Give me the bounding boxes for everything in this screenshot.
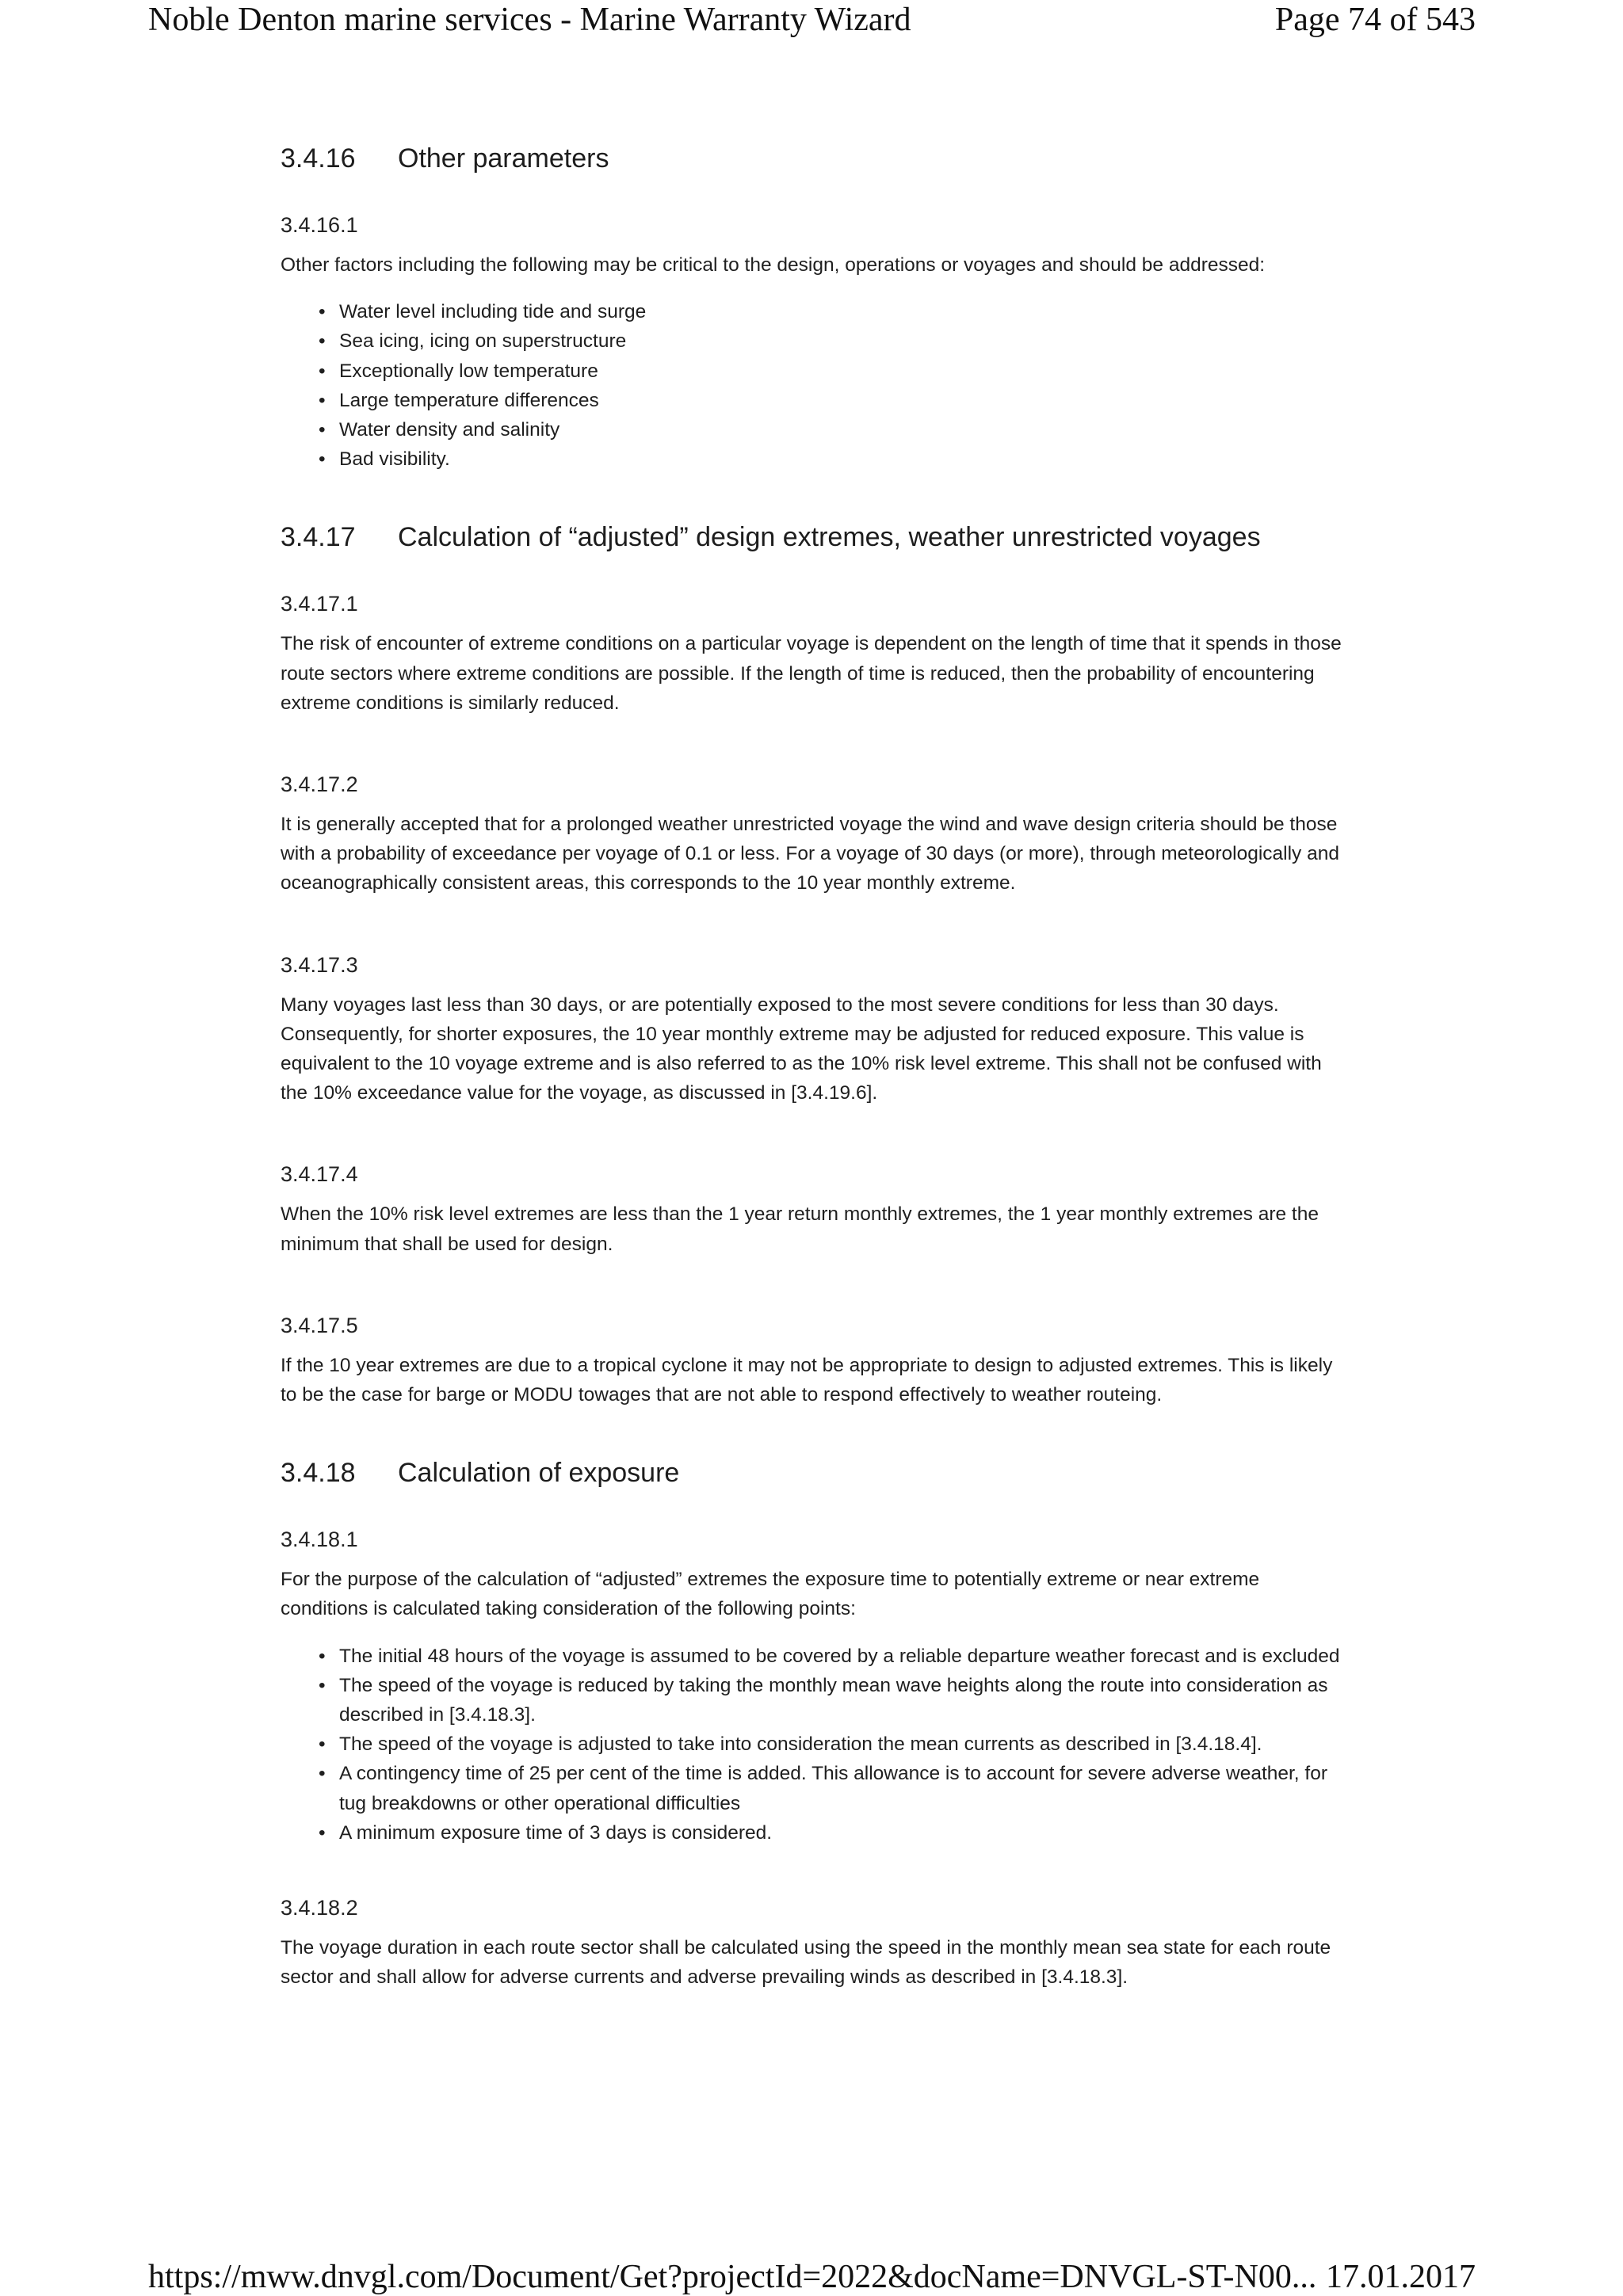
- paragraph-text: The risk of encounter of extreme conditions on a particular voyage is dependent on the length of time that it spends in those route sectors where extreme conditions are possible. If the length of time is reduced, then the probability of encountering extreme conditions is similarly reduced.: [281, 633, 1342, 714]
- list-item: • The initial 48 hours of the voyage is assumed to be covered by a reliable departure weather forecast and is excluded: [319, 1642, 1342, 1671]
- source-url: https://mww.dnvgl.com/Document/Get?projectId=2022&docName=DNVGL-ST-N00...: [148, 2259, 1317, 2295]
- section-title: Calculation of exposure: [398, 1458, 680, 1489]
- paragraph-3-4-17-4: [281, 1160, 1342, 1258]
- paragraph-3-4-18-1: [281, 1525, 1342, 1848]
- print-date: 17.01.2017: [1326, 2259, 1476, 2295]
- paragraph-id: 3.4.17.3: [281, 952, 358, 977]
- paragraph-text: Other factors including the following may be critical to the design, operations or voyages and should be addressed:: [281, 254, 1266, 276]
- paragraph-text: The voyage duration in each route sector shall be calculated using the speed in the monthly mean sea state for each route sector and shall allow for adverse currents and adverse prevailing winds as described in [3.4.18.3].: [281, 1937, 1331, 1989]
- list-item: • The speed of the voyage is reduced by taking the monthly mean wave heights along the route into consideration as described in [3.4.18.3].: [319, 1671, 1342, 1730]
- section-heading-3-4-18: [281, 1455, 1342, 1490]
- page-number: Page 74 of 543: [1274, 2, 1476, 38]
- paragraph-text: Many voyages last less than 30 days, or are potentially exposed to the most severe conditions for less than 30 days. Consequently, for shorter exposures, the 10 year monthly extreme may be adjusted for reduced exposure. This value is equivalent to the 10 voyage extreme and is also referred to as the 10% risk level extreme. This shall not be confused with the 10% exceedance value for the voyage, as discussed in [3.4.19.6].: [281, 994, 1322, 1104]
- list-item: • Water level including tide and surge: [319, 297, 1342, 326]
- paragraph-text: If the 10 year extremes are due to a tropical cyclone it may not be appropriate to design to adjusted extremes. This is likely to be the case for barge or MODU towages that are not able to respond effectively to weather routeing.: [281, 1354, 1333, 1406]
- paragraph-id: 3.4.16.1: [281, 213, 358, 237]
- paragraph-3-4-18-2: [281, 1894, 1342, 1992]
- paragraph-3-4-17-2: [281, 770, 1342, 898]
- section-number: 3.4.17: [281, 522, 356, 553]
- list-item: • The speed of the voyage is adjusted to take into consideration the mean currents as described in [3.4.18.4].: [319, 1730, 1342, 1759]
- paragraph-text: It is generally accepted that for a prolonged weather unrestricted voyage the wind and wave design criteria should be those with a probability of exceedance per voyage of 0.1 or less. For a voyage of 30 days (or more), through meteorologically and oceanographically consistent areas, this corresponds to the 10 year monthly extreme.: [281, 814, 1339, 894]
- paragraph-text: When the 10% risk level extremes are less than the 1 year return monthly extremes, the 1 year monthly extremes are the minimum that shall be used for design.: [281, 1203, 1319, 1255]
- section-heading-3-4-17: [281, 520, 1342, 555]
- paragraph-3-4-17-5: [281, 1311, 1342, 1409]
- bullet-list: [281, 297, 1342, 474]
- paragraph-id: 3.4.17.4: [281, 1162, 358, 1187]
- section-title: Calculation of “adjusted” design extremes, weather unrestricted voyages: [398, 522, 1261, 553]
- list-item: • Bad visibility.: [319, 444, 1342, 474]
- paragraph-3-4-17-3: [281, 951, 1342, 1108]
- document-title: Noble Denton marine services - Marine Warranty Wizard: [148, 2, 911, 38]
- paragraph-id: 3.4.18.1: [281, 1527, 358, 1552]
- section-number: 3.4.16: [281, 143, 356, 174]
- bullet-list: [281, 1642, 1342, 1848]
- section-title: Other parameters: [398, 143, 609, 174]
- list-item: • Exceptionally low temperature: [319, 357, 1342, 386]
- document-body: [281, 141, 1342, 2039]
- section-number: 3.4.18: [281, 1458, 356, 1489]
- paragraph-3-4-16-1: [281, 211, 1342, 474]
- list-item: • A contingency time of 25 per cent of the time is added. This allowance is to account for severe adverse weather, for tug breakdowns or other operational difficulties: [319, 1759, 1342, 1817]
- list-item: • Water density and salinity: [319, 415, 1342, 444]
- list-item: • A minimum exposure time of 3 days is considered.: [319, 1818, 1342, 1848]
- list-item: • Sea icing, icing on superstructure: [319, 326, 1342, 356]
- list-item: • Large temperature differences: [319, 386, 1342, 415]
- section-heading-3-4-16: [281, 141, 1342, 176]
- paragraph-id: 3.4.18.2: [281, 1896, 358, 1920]
- paragraph-id: 3.4.17.1: [281, 592, 358, 616]
- paragraph-text: For the purpose of the calculation of “adjusted” extremes the exposure time to potentially extreme or near extreme conditions is calculated taking consideration of the following points:: [281, 1569, 1260, 1620]
- paragraph-id: 3.4.17.2: [281, 772, 358, 797]
- paragraph-3-4-17-1: [281, 589, 1342, 718]
- paragraph-id: 3.4.17.5: [281, 1313, 358, 1337]
- print-header: [148, 0, 1476, 41]
